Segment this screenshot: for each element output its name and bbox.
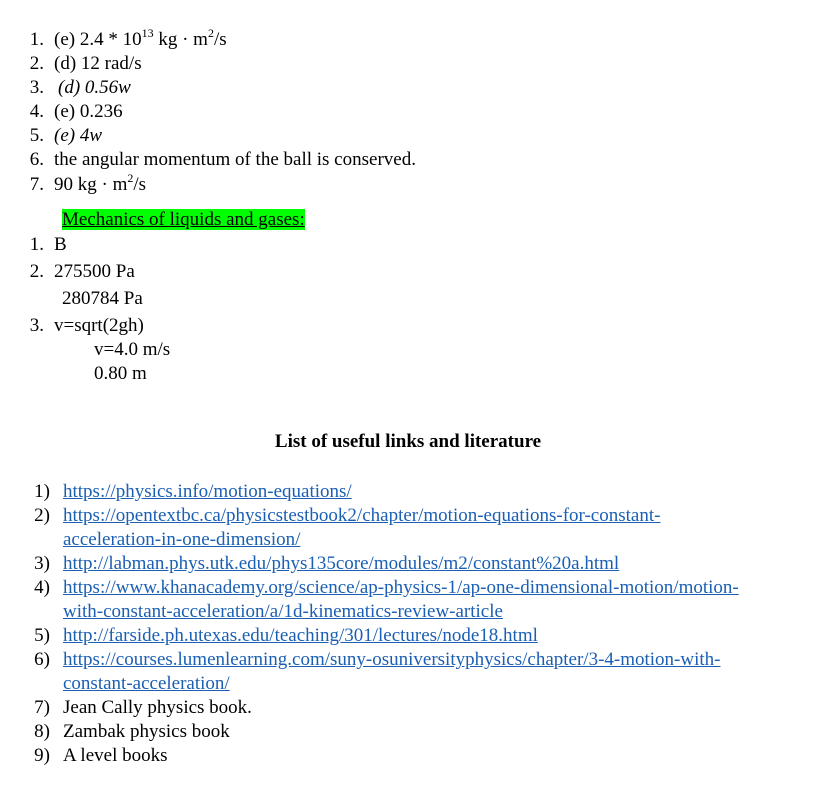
mechanics-text: B	[54, 234, 67, 255]
answer-text: (e) 4w	[54, 125, 103, 146]
answer-text: (d) 0.56w	[58, 77, 131, 98]
answer-number: 5.	[29, 125, 44, 146]
link-url-continued[interactable]: constant-acceleration/	[63, 673, 230, 694]
mechanics-text: v=sqrt(2gh)	[54, 315, 144, 336]
answer-number: 2.	[29, 53, 44, 74]
section-heading: Mechanics of liquids and gases:	[62, 209, 305, 230]
answer-text: (e) 0.236	[54, 101, 123, 122]
links-title: List of useful links and literature	[274, 431, 542, 452]
mechanics-number: 2.	[29, 261, 44, 282]
link-number: 9)	[34, 745, 50, 766]
mechanics-sub: v=4.0 m/s	[94, 339, 171, 360]
literature-text: Zambak physics book	[63, 721, 230, 742]
mechanics-number: 3.	[29, 315, 44, 336]
link-url[interactable]: https://opentextbc.ca/physicstestbook2/chapter/motion-equations-for-constant-	[63, 505, 661, 526]
answer-number: 4.	[29, 101, 44, 122]
answer-number: 3.	[29, 77, 44, 98]
mechanics-sub: 0.80 m	[94, 363, 147, 384]
link-url[interactable]: http://farside.ph.utexas.edu/teaching/301/lectures/node18.html	[63, 625, 538, 646]
link-number: 2)	[34, 505, 50, 526]
link-url-continued[interactable]: acceleration-in-one-dimension/	[63, 529, 301, 550]
link-number: 7)	[34, 697, 50, 718]
link-url[interactable]: https://www.khanacademy.org/science/ap-physics-1/ap-one-dimensional-motion/motion-	[63, 577, 739, 598]
answer-text: (e) $2.4 * 10^{13}$ kg · $m^2/s$	[54, 25, 227, 50]
literature-text: Jean Cally physics book.	[63, 697, 252, 718]
link-url[interactable]: https://courses.lumenlearning.com/suny-osuniversityphysics/chapter/3-4-motion-with-	[63, 649, 721, 670]
answer-number: 7.	[29, 174, 44, 195]
mechanics-extra: 280784 Pa	[62, 288, 143, 309]
answer-text: (d) 12 rad/s	[54, 53, 142, 74]
link-number: 4)	[34, 577, 50, 598]
link-url-continued[interactable]: with-constant-acceleration/a/1d-kinematics-review-article	[63, 601, 503, 622]
link-number: 6)	[34, 649, 50, 670]
link-number: 5)	[34, 625, 50, 646]
mechanics-number: 1.	[29, 234, 44, 255]
link-url[interactable]: https://physics.info/motion-equations/	[63, 481, 352, 502]
link-number: 1)	[34, 481, 50, 502]
literature-text: A level books	[63, 745, 168, 766]
mechanics-text: 275500 Pa	[54, 261, 135, 282]
link-number: 8)	[34, 721, 50, 742]
answer-text: the angular momentum of the ball is conserved.	[54, 149, 416, 170]
answer-number: 1.	[29, 29, 44, 50]
answer-text: 90 kg · $m^2/s$	[54, 170, 147, 195]
answer-number: 6.	[29, 149, 44, 170]
link-url[interactable]: http://labman.phys.utk.edu/phys135core/modules/m2/constant%20a.html	[63, 553, 620, 574]
link-number: 3)	[34, 553, 50, 574]
